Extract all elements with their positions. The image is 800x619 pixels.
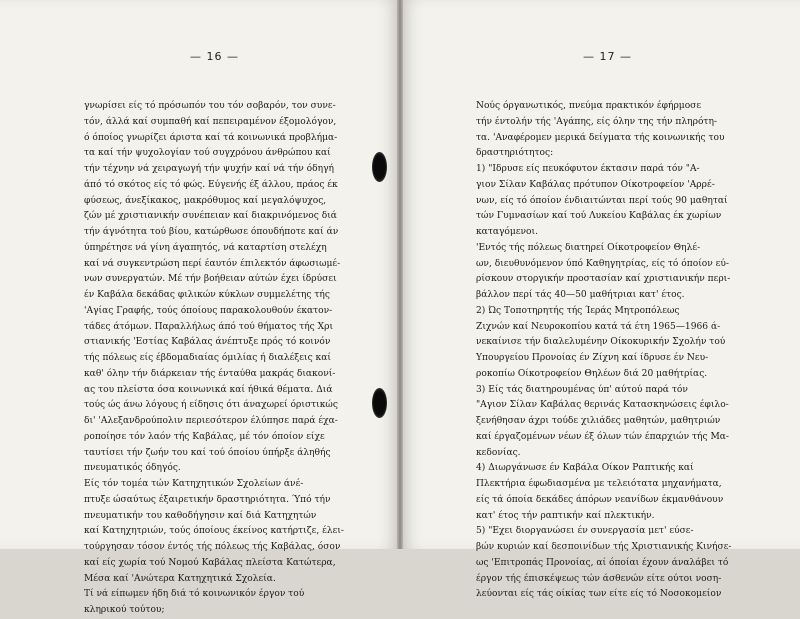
- text-line: Ζιχνών καί Νευροκοπίου κατά τά έτη 1965—1966 ά-: [476, 321, 721, 332]
- text-line: τα καί τήν ψυχολογίαν τού συγχρόνου άνθρώπου καί: [84, 148, 331, 159]
- text-line: δι' 'Αλεξανδρούπολιν περιεσότερον έλύπησε παρά έχα-: [84, 416, 338, 426]
- text-line: είς τά όποία δεκάδες άπόρων νεανίδων έκμανθάνουν: [476, 494, 724, 505]
- text-line: κληρικού τούτου;: [84, 605, 165, 615]
- text-line: τής πόλεως είς έβδομαδιαίας όμιλίας ή διαλέξεις καί: [84, 353, 331, 363]
- text-line: γιον Σίλαν Καβάλας πρότυπον Οίκοτροφείον 'Αρρέ-: [476, 179, 715, 190]
- text-line: κατ' έτος τήν ραπτικήν καί πλεκτικήν.: [476, 510, 655, 521]
- text-line: φύσεως, άνεξίκακος, μακρόθυμος καί μεγαλόψυχος,: [84, 195, 327, 206]
- text-line: 5) "Εχει διοργανώσει έν συνεργασία μετ' εύσε-: [476, 526, 694, 537]
- text-line: καί Κατηχητριών, τούς όποίους έκείνος κατήρτιζε, έλει-: [84, 526, 344, 537]
- text-line: τήν άγνότητα τού βίου, κατώρθωσε όπουδήποτε καί άν: [84, 227, 339, 237]
- text-line: δραστηριότητος:: [476, 148, 554, 159]
- text-line: κεδονίας.: [476, 447, 521, 458]
- page-number: — 16 —: [190, 50, 239, 63]
- text-line: ταυτίσει τήν ζωήν του καί τού όποίου ύπήρξε άληθής: [84, 447, 331, 458]
- text-line: ων, διευθυνόμενον ύπό Καθηγητρίας, είς τό όποίον εύ-: [476, 258, 729, 269]
- text-line: 1) "Ιδρυσε είς πευκόφυτον έκτασιν παρά τόν "Α-: [476, 164, 700, 174]
- text-line: νεκαίνισε τήν διαλελυμένην Οίκοκυρικήν Σχολήν τού: [476, 337, 726, 348]
- text-line: τήν τέχνην νά χειραγωγή τήν ψυχήν καί νά τήν όδηγή: [84, 164, 334, 174]
- text-line: Είς τόν τομέα τών Κατηχητικών Σχολείων άνέ-: [84, 479, 304, 489]
- text-line: έργον τής έπισκέψεως τών άσθενών είτε ούτοι νοση-: [476, 573, 722, 584]
- text-line: στιανικής 'Εστίας Καβάλας άνέπτυξε πρός τό κοινόν: [84, 337, 331, 348]
- text-line: Νούς όργανωτικός, πνεύμα πρακτικόν έφήρμοσε: [476, 101, 702, 111]
- text-line: Μέσα καί 'Ανώτερα Κατηχητικά Σχολεία.: [84, 573, 276, 584]
- text-line: Υπουργείου Προνοίας έν Ζίχνη καί ίδρυσε έν Νευ-: [476, 353, 709, 363]
- text-line: ας του πλείστα όσα κοινωνικά καί ήθικά θέματα. Διά: [84, 384, 333, 395]
- text-line: γνωρίσει είς τό πρόσωπόν του τόν σοβαρόν, τον συνε-: [84, 101, 336, 111]
- text-line: πνευματικός όδηγός.: [84, 463, 181, 474]
- text-line: βών κυριών καί δεσποινίδων τής Χριστιανικής Κινήσε-: [476, 542, 732, 552]
- text-line: πτυξε ώσαύτως έξαιρετικήν δραστηριότητα. Ύπό τήν: [84, 494, 331, 505]
- text-line: έν Καβάλα δεκάδας φιλικών κύκλων συμμελέτης τής: [84, 290, 330, 300]
- text-line: τάδες άτόμων. Παραλλήλως άπό τού θήματος τής Χρι: [84, 321, 334, 332]
- binding-hole: [372, 152, 387, 182]
- text-line: καταγόμενοι.: [476, 227, 538, 237]
- left-page: [0, 0, 400, 615]
- page-number: — 17 —: [583, 50, 632, 63]
- text-line: 2) Ώς Τοποτηρητής τής Ίεράς Μητροπόλεως: [476, 305, 680, 316]
- text-line: τούργησαν τόσον έντός τής πόλεως τής Καβάλας, όσον: [84, 542, 341, 552]
- text-line: Πλεκτήρια έφωδιασμένα με τελειότατα μηχανήματα,: [476, 479, 722, 489]
- text-line: 4) Διωργάνωσε έν Καβάλα Οίκον Ραπτικής καί: [476, 463, 694, 474]
- text-line: τήν έντολήν τής 'Αγάπης, είς όλην της τήν πληρότη-: [476, 116, 717, 127]
- text-line: τούς ώς άνω λόγους ή είδησις ότι άναχωρεί όριστικώς: [84, 400, 338, 411]
- text-line: τόν, άλλά καί συμπαθή καί πεπειραμένον έξομολόγον,: [84, 116, 337, 127]
- text-line: καί είς χωρία τού Νομού Καβάλας πλείστα Κατώτερα,: [84, 557, 336, 568]
- text-line: καί έργαζομένων νέων έξ όλων τών έπαρχιών τής Μα-: [476, 431, 729, 442]
- book-gutter: [397, 0, 403, 549]
- text-line: βάλλον περί τάς 40—50 μαθήτριαι κατ' έτος.: [476, 290, 685, 300]
- text-line: τών Γυμνασίων καί τού Λυκείου Καβάλας έκ χωρίων: [476, 211, 722, 222]
- text-line: "Αγιον Σίλαν Καβάλας θερινάς Κατασκηνώσεις έφιλο-: [476, 400, 729, 411]
- text-line: ύπηρέτησε νά γίνη άγαπητός, νά καταρτίση στελέχη: [84, 242, 327, 253]
- text-line: πνευματικήν του καθοδήγησιν καί διά Κατηχητών: [84, 510, 317, 521]
- text-line: νων συνεργατών. Μέ τήν βοήθειαν αύτών έχει ίδρύσει: [84, 274, 337, 285]
- text-line: ροκοπίω Οίκοτροφείον Θηλέων διά 20 μαθήτρίας.: [476, 368, 708, 379]
- text-line: Τί νά είπωμεν ήδη διά τό κοινωνικόν έργον τού: [84, 589, 305, 600]
- text-line: καθ' όλην τήν διάρκειαν τής ένταύθα μακράς διακονί-: [84, 368, 336, 379]
- text-line: καί νά συγκεντρώση περί έαυτόν έπιλεκτόν άφωσιωμέ-: [84, 258, 341, 269]
- text-line: νων, είς τό όποίον ένδιαιτώνται περί τούς 90 μαθηταί: [476, 195, 728, 206]
- text-line: 3) Είς τάς διατηρουμένας ύπ' αύτού παρά τόν: [476, 384, 688, 395]
- text-line: 'Αγίας Γραφής, τούς όποίους παρακολουθούν έκατον-: [84, 305, 333, 316]
- text-line: ζών μέ χριστιανικήν συνέπειαν καί διακρινόμενος διά: [84, 211, 337, 222]
- page-text: [476, 99, 746, 603]
- right-page: [400, 0, 800, 600]
- text-line: τα. 'Αναφέρομεν μερικά δείγματα τής κοινωνικής του: [476, 132, 725, 143]
- text-line: 'Εντός τής πόλεως διατηρεί Οίκοτροφείον Θηλέ-: [476, 242, 701, 253]
- text-line: ό όποίος γνωρίζει άριστα καί τά κοινωνικά προβλήμα-: [84, 132, 338, 143]
- page-text: [84, 99, 346, 619]
- text-line: άπό τό σκότος είς τό φώς. Εύγενής έξ άλλου, πράος έκ: [84, 179, 338, 190]
- text-line: ρίσκουν στοργικήν προστασίαν καί χριστιανικήν περι-: [476, 274, 731, 285]
- text-line: ως 'Επιτροπάς Προνοίας, αί όποίαι έχουν άναλάβει τό: [476, 557, 729, 568]
- binding-hole: [372, 388, 387, 418]
- text-line: λεύονται είς τάς οίκίας των είτε είς τό Νοσοκομείον: [476, 589, 722, 600]
- text-line: ροποίησε τόν λαόν τής Καβάλας, μέ τόν όποίον είχε: [84, 431, 325, 442]
- text-line: ξενήθησαν άχρι τούδε χιλιάδες μαθητών, μαθητριών: [476, 416, 721, 426]
